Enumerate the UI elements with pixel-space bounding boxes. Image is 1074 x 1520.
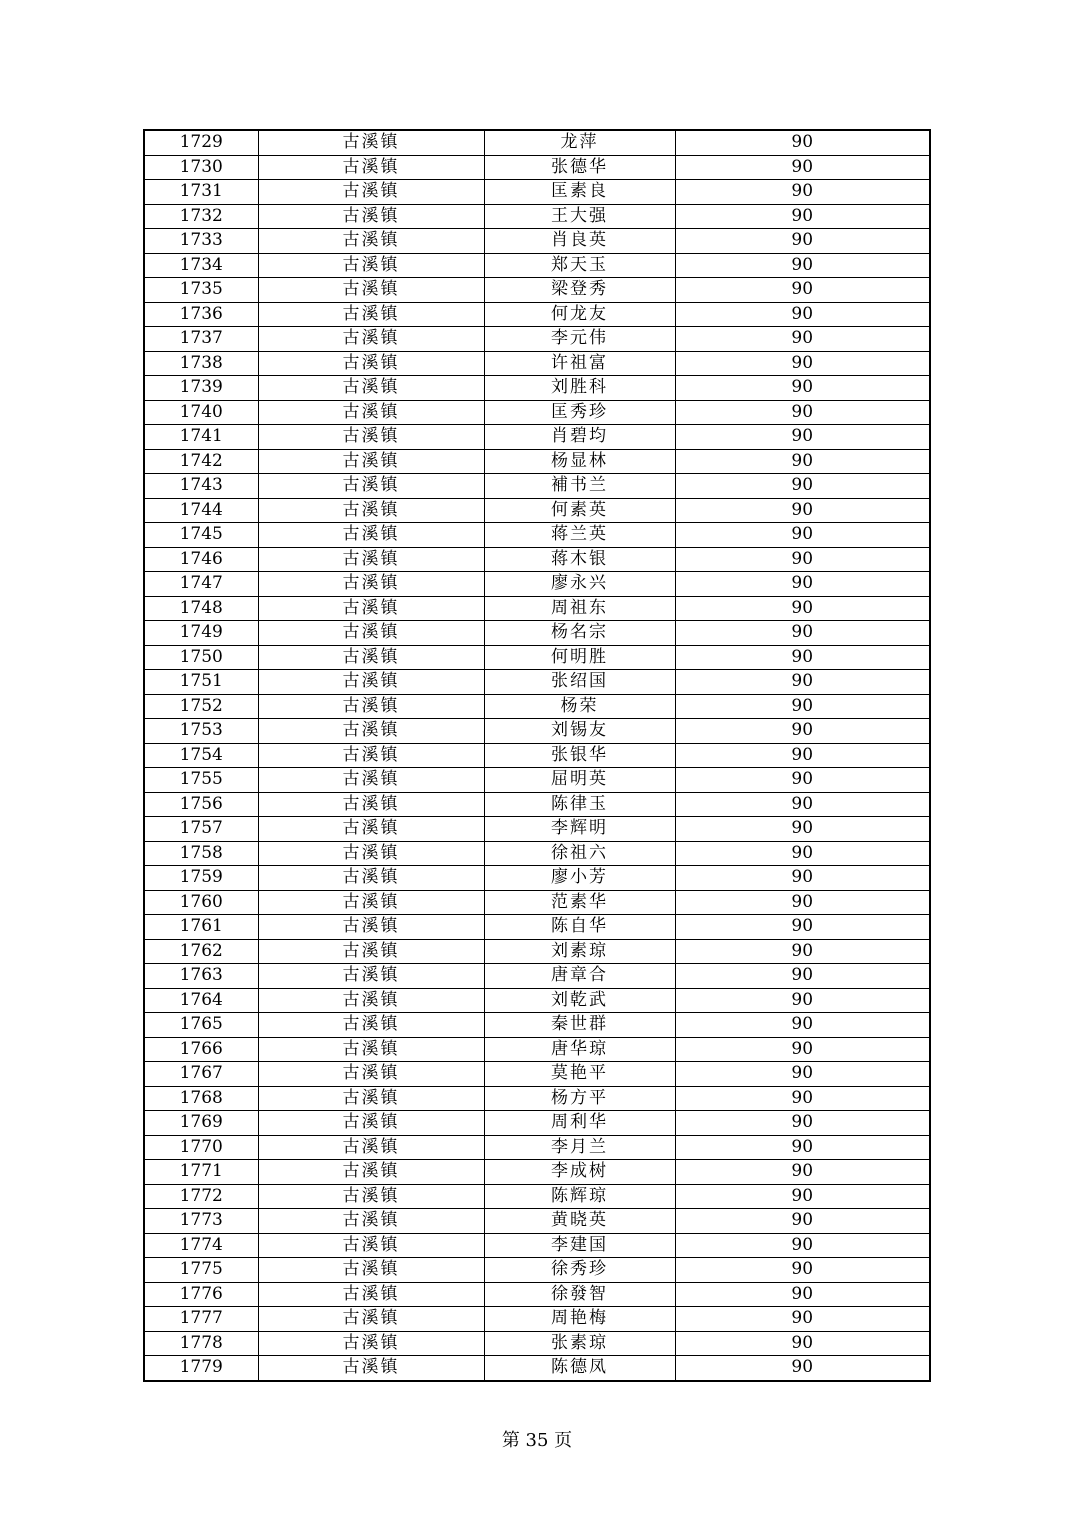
- name-cell: 蒋兰英: [484, 523, 675, 548]
- score-cell: 90: [675, 1258, 930, 1283]
- serial-number-cell: 1735: [144, 278, 258, 303]
- name-cell: 肖良英: [484, 229, 675, 254]
- town-cell: 古溪镇: [258, 204, 484, 229]
- table-row: [144, 743, 930, 768]
- serial-number-cell: 1779: [144, 1356, 258, 1381]
- town-cell: 古溪镇: [258, 1209, 484, 1234]
- name-cell: 张德华: [484, 155, 675, 180]
- score-cell: 90: [675, 841, 930, 866]
- serial-number-cell: 1773: [144, 1209, 258, 1234]
- serial-number-cell: 1776: [144, 1282, 258, 1307]
- table-row: [144, 1282, 930, 1307]
- table-row: [144, 694, 930, 719]
- town-cell: 古溪镇: [258, 1258, 484, 1283]
- table-row: [144, 1184, 930, 1209]
- town-cell: 古溪镇: [258, 1037, 484, 1062]
- score-cell: 90: [675, 1331, 930, 1356]
- serial-number-cell: 1734: [144, 253, 258, 278]
- name-cell: 周艳梅: [484, 1307, 675, 1332]
- serial-number-cell: 1753: [144, 719, 258, 744]
- name-cell: 徐祖六: [484, 841, 675, 866]
- name-cell: 杨显林: [484, 449, 675, 474]
- table-row: [144, 792, 930, 817]
- name-cell: 许祖富: [484, 351, 675, 376]
- score-cell: 90: [675, 204, 930, 229]
- town-cell: 古溪镇: [258, 400, 484, 425]
- town-cell: 古溪镇: [258, 278, 484, 303]
- name-cell: 杨名宗: [484, 621, 675, 646]
- town-cell: 古溪镇: [258, 253, 484, 278]
- table-row: [144, 229, 930, 254]
- table-row: [144, 1356, 930, 1381]
- score-cell: 90: [675, 572, 930, 597]
- score-cell: 90: [675, 1135, 930, 1160]
- town-cell: 古溪镇: [258, 866, 484, 891]
- table-row: [144, 890, 930, 915]
- score-cell: 90: [675, 1282, 930, 1307]
- serial-number-cell: 1732: [144, 204, 258, 229]
- score-cell: 90: [675, 1233, 930, 1258]
- town-cell: 古溪镇: [258, 327, 484, 352]
- serial-number-cell: 1764: [144, 988, 258, 1013]
- score-cell: 90: [675, 155, 930, 180]
- name-cell: 刘胜科: [484, 376, 675, 401]
- score-cell: 90: [675, 964, 930, 989]
- town-cell: 古溪镇: [258, 523, 484, 548]
- town-cell: 古溪镇: [258, 547, 484, 572]
- serial-number-cell: 1737: [144, 327, 258, 352]
- town-cell: 古溪镇: [258, 572, 484, 597]
- serial-number-cell: 1738: [144, 351, 258, 376]
- records-table-body: [144, 130, 930, 1381]
- serial-number-cell: 1736: [144, 302, 258, 327]
- name-cell: 屈明英: [484, 768, 675, 793]
- town-cell: 古溪镇: [258, 1086, 484, 1111]
- table-row: [144, 915, 930, 940]
- score-cell: 90: [675, 1086, 930, 1111]
- score-cell: 90: [675, 988, 930, 1013]
- serial-number-cell: 1774: [144, 1233, 258, 1258]
- name-cell: 徐發智: [484, 1282, 675, 1307]
- name-cell: 李成树: [484, 1160, 675, 1185]
- town-cell: 古溪镇: [258, 890, 484, 915]
- table-row: [144, 155, 930, 180]
- name-cell: 李月兰: [484, 1135, 675, 1160]
- table-row: [144, 670, 930, 695]
- serial-number-cell: 1760: [144, 890, 258, 915]
- table-row: [144, 253, 930, 278]
- table-row: [144, 1037, 930, 1062]
- town-cell: 古溪镇: [258, 155, 484, 180]
- name-cell: 莫艳平: [484, 1062, 675, 1087]
- table-row: [144, 768, 930, 793]
- table-row: [144, 351, 930, 376]
- town-cell: 古溪镇: [258, 474, 484, 499]
- name-cell: 张银华: [484, 743, 675, 768]
- score-cell: 90: [675, 400, 930, 425]
- name-cell: 杨荣: [484, 694, 675, 719]
- table-row: [144, 988, 930, 1013]
- name-cell: 李元伟: [484, 327, 675, 352]
- table-row: [144, 1160, 930, 1185]
- serial-number-cell: 1759: [144, 866, 258, 891]
- name-cell: 黄晓英: [484, 1209, 675, 1234]
- table-row: [144, 1233, 930, 1258]
- table-row: [144, 719, 930, 744]
- table-row: [144, 400, 930, 425]
- serial-number-cell: 1775: [144, 1258, 258, 1283]
- score-cell: 90: [675, 621, 930, 646]
- serial-number-cell: 1749: [144, 621, 258, 646]
- town-cell: 古溪镇: [258, 621, 484, 646]
- table-row: [144, 1135, 930, 1160]
- serial-number-cell: 1743: [144, 474, 258, 499]
- town-cell: 古溪镇: [258, 670, 484, 695]
- score-cell: 90: [675, 425, 930, 450]
- town-cell: 古溪镇: [258, 645, 484, 670]
- serial-number-cell: 1744: [144, 498, 258, 523]
- table-row: [144, 498, 930, 523]
- town-cell: 古溪镇: [258, 351, 484, 376]
- town-cell: 古溪镇: [258, 792, 484, 817]
- name-cell: 補书兰: [484, 474, 675, 499]
- score-cell: 90: [675, 523, 930, 548]
- name-cell: 刘素琼: [484, 939, 675, 964]
- table-row: [144, 425, 930, 450]
- name-cell: 蒋木银: [484, 547, 675, 572]
- serial-number-cell: 1754: [144, 743, 258, 768]
- score-cell: 90: [675, 180, 930, 205]
- serial-number-cell: 1748: [144, 596, 258, 621]
- score-cell: 90: [675, 817, 930, 842]
- table-row: [144, 1062, 930, 1087]
- name-cell: 匡秀珍: [484, 400, 675, 425]
- town-cell: 古溪镇: [258, 1282, 484, 1307]
- serial-number-cell: 1733: [144, 229, 258, 254]
- score-cell: 90: [675, 915, 930, 940]
- table-row: [144, 302, 930, 327]
- table-row: [144, 204, 930, 229]
- table-row: [144, 523, 930, 548]
- score-cell: 90: [675, 229, 930, 254]
- score-cell: 90: [675, 449, 930, 474]
- table-row: [144, 866, 930, 891]
- name-cell: 王大强: [484, 204, 675, 229]
- name-cell: 何龙友: [484, 302, 675, 327]
- score-cell: 90: [675, 743, 930, 768]
- serial-number-cell: 1768: [144, 1086, 258, 1111]
- score-cell: 90: [675, 866, 930, 891]
- name-cell: 陈律玉: [484, 792, 675, 817]
- serial-number-cell: 1740: [144, 400, 258, 425]
- town-cell: 古溪镇: [258, 1135, 484, 1160]
- table-row: [144, 1258, 930, 1283]
- serial-number-cell: 1758: [144, 841, 258, 866]
- name-cell: 廖永兴: [484, 572, 675, 597]
- name-cell: 徐秀珍: [484, 1258, 675, 1283]
- name-cell: 周利华: [484, 1111, 675, 1136]
- serial-number-cell: 1766: [144, 1037, 258, 1062]
- town-cell: 古溪镇: [258, 964, 484, 989]
- serial-number-cell: 1770: [144, 1135, 258, 1160]
- score-cell: 90: [675, 719, 930, 744]
- serial-number-cell: 1762: [144, 939, 258, 964]
- town-cell: 古溪镇: [258, 1062, 484, 1087]
- serial-number-cell: 1777: [144, 1307, 258, 1332]
- serial-number-cell: 1767: [144, 1062, 258, 1087]
- table-row: [144, 1331, 930, 1356]
- serial-number-cell: 1730: [144, 155, 258, 180]
- town-cell: 古溪镇: [258, 1307, 484, 1332]
- score-cell: 90: [675, 1184, 930, 1209]
- score-cell: 90: [675, 596, 930, 621]
- serial-number-cell: 1752: [144, 694, 258, 719]
- serial-number-cell: 1769: [144, 1111, 258, 1136]
- score-cell: 90: [675, 1307, 930, 1332]
- score-cell: 90: [675, 1356, 930, 1381]
- score-cell: 90: [675, 278, 930, 303]
- score-cell: 90: [675, 547, 930, 572]
- serial-number-cell: 1751: [144, 670, 258, 695]
- town-cell: 古溪镇: [258, 449, 484, 474]
- table-row: [144, 1086, 930, 1111]
- town-cell: 古溪镇: [258, 596, 484, 621]
- table-row: [144, 278, 930, 303]
- name-cell: 何素英: [484, 498, 675, 523]
- table-row: [144, 1307, 930, 1332]
- name-cell: 范素华: [484, 890, 675, 915]
- table-row: [144, 572, 930, 597]
- name-cell: 何明胜: [484, 645, 675, 670]
- score-cell: 90: [675, 351, 930, 376]
- score-cell: 90: [675, 768, 930, 793]
- serial-number-cell: 1765: [144, 1013, 258, 1038]
- serial-number-cell: 1778: [144, 1331, 258, 1356]
- serial-number-cell: 1746: [144, 547, 258, 572]
- score-cell: 90: [675, 302, 930, 327]
- serial-number-cell: 1729: [144, 130, 258, 155]
- serial-number-cell: 1742: [144, 449, 258, 474]
- town-cell: 古溪镇: [258, 229, 484, 254]
- score-cell: 90: [675, 890, 930, 915]
- table-row: [144, 1111, 930, 1136]
- town-cell: 古溪镇: [258, 425, 484, 450]
- table-row: [144, 939, 930, 964]
- town-cell: 古溪镇: [258, 1160, 484, 1185]
- name-cell: 刘乾武: [484, 988, 675, 1013]
- name-cell: 刘锡友: [484, 719, 675, 744]
- table-row: [144, 327, 930, 352]
- name-cell: 肖碧均: [484, 425, 675, 450]
- table-row: [144, 1209, 930, 1234]
- name-cell: 李辉明: [484, 817, 675, 842]
- town-cell: 古溪镇: [258, 694, 484, 719]
- score-cell: 90: [675, 1037, 930, 1062]
- town-cell: 古溪镇: [258, 768, 484, 793]
- table-row: [144, 130, 930, 155]
- table-row: [144, 180, 930, 205]
- town-cell: 古溪镇: [258, 939, 484, 964]
- table-row: [144, 964, 930, 989]
- score-cell: 90: [675, 645, 930, 670]
- name-cell: 张绍国: [484, 670, 675, 695]
- score-cell: 90: [675, 939, 930, 964]
- serial-number-cell: 1757: [144, 817, 258, 842]
- score-cell: 90: [675, 1013, 930, 1038]
- name-cell: 秦世群: [484, 1013, 675, 1038]
- table-row: [144, 1013, 930, 1038]
- page-number: 第 35 页: [501, 1430, 573, 1451]
- table-row: [144, 645, 930, 670]
- name-cell: 廖小芳: [484, 866, 675, 891]
- score-cell: 90: [675, 1111, 930, 1136]
- serial-number-cell: 1745: [144, 523, 258, 548]
- name-cell: 杨方平: [484, 1086, 675, 1111]
- table-row: [144, 841, 930, 866]
- table-row: [144, 376, 930, 401]
- town-cell: 古溪镇: [258, 1013, 484, 1038]
- town-cell: 古溪镇: [258, 1184, 484, 1209]
- serial-number-cell: 1750: [144, 645, 258, 670]
- serial-number-cell: 1772: [144, 1184, 258, 1209]
- score-cell: 90: [675, 1209, 930, 1234]
- town-cell: 古溪镇: [258, 180, 484, 205]
- score-cell: 90: [675, 474, 930, 499]
- name-cell: 梁登秀: [484, 278, 675, 303]
- table-row: [144, 474, 930, 499]
- records-table: [143, 129, 931, 1382]
- name-cell: 唐章合: [484, 964, 675, 989]
- score-cell: 90: [675, 376, 930, 401]
- score-cell: 90: [675, 253, 930, 278]
- serial-number-cell: 1747: [144, 572, 258, 597]
- table-row: [144, 547, 930, 572]
- town-cell: 古溪镇: [258, 1233, 484, 1258]
- name-cell: 张素琼: [484, 1331, 675, 1356]
- score-cell: 90: [675, 792, 930, 817]
- town-cell: 古溪镇: [258, 376, 484, 401]
- town-cell: 古溪镇: [258, 130, 484, 155]
- name-cell: 李建国: [484, 1233, 675, 1258]
- serial-number-cell: 1731: [144, 180, 258, 205]
- score-cell: 90: [675, 1160, 930, 1185]
- town-cell: 古溪镇: [258, 1356, 484, 1381]
- town-cell: 古溪镇: [258, 817, 484, 842]
- score-cell: 90: [675, 327, 930, 352]
- serial-number-cell: 1741: [144, 425, 258, 450]
- score-cell: 90: [675, 1062, 930, 1087]
- town-cell: 古溪镇: [258, 498, 484, 523]
- name-cell: 匡素良: [484, 180, 675, 205]
- table-row: [144, 596, 930, 621]
- table-row: [144, 621, 930, 646]
- town-cell: 古溪镇: [258, 719, 484, 744]
- serial-number-cell: 1739: [144, 376, 258, 401]
- score-cell: 90: [675, 498, 930, 523]
- name-cell: 陈自华: [484, 915, 675, 940]
- serial-number-cell: 1755: [144, 768, 258, 793]
- town-cell: 古溪镇: [258, 841, 484, 866]
- serial-number-cell: 1761: [144, 915, 258, 940]
- serial-number-cell: 1763: [144, 964, 258, 989]
- name-cell: 郑天玉: [484, 253, 675, 278]
- name-cell: 唐华琼: [484, 1037, 675, 1062]
- table-row: [144, 449, 930, 474]
- name-cell: 龙萍: [484, 130, 675, 155]
- town-cell: 古溪镇: [258, 743, 484, 768]
- town-cell: 古溪镇: [258, 1331, 484, 1356]
- score-cell: 90: [675, 670, 930, 695]
- town-cell: 古溪镇: [258, 915, 484, 940]
- name-cell: 周祖东: [484, 596, 675, 621]
- score-cell: 90: [675, 130, 930, 155]
- table-row: [144, 817, 930, 842]
- town-cell: 古溪镇: [258, 1111, 484, 1136]
- town-cell: 古溪镇: [258, 302, 484, 327]
- serial-number-cell: 1771: [144, 1160, 258, 1185]
- town-cell: 古溪镇: [258, 988, 484, 1013]
- name-cell: 陈辉琼: [484, 1184, 675, 1209]
- score-cell: 90: [675, 694, 930, 719]
- serial-number-cell: 1756: [144, 792, 258, 817]
- name-cell: 陈德凤: [484, 1356, 675, 1381]
